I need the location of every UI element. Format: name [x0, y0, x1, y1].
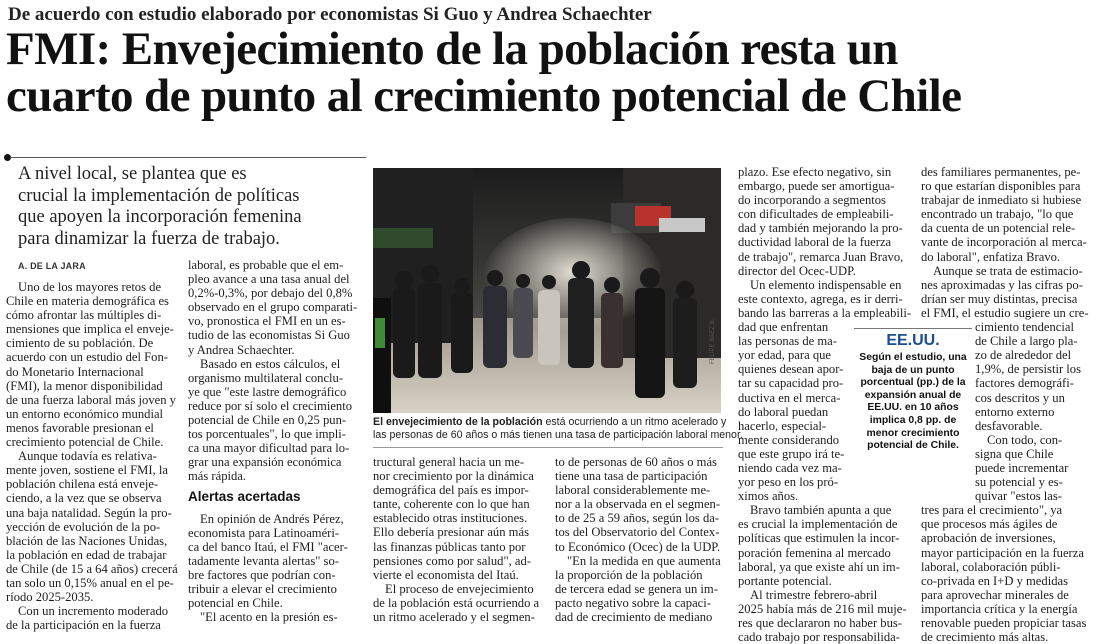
paragraph-line: observado en el grupo comparati-	[188, 300, 358, 315]
paragraph-line: de Chile a largo pla-	[975, 334, 1078, 349]
paragraph-line: trabajar de inmediato si hubiese	[921, 193, 1082, 208]
paragraph-line: renovable pueden propiciar tasas	[921, 616, 1087, 630]
paragraph-line: Un elemento indispensable en	[750, 277, 902, 292]
paragraph-line: 1,9%, de persistir los	[975, 362, 1081, 377]
paragraph-line: laboral, colaboración públi-	[921, 559, 1061, 574]
paragraph-line: de la población está ocurriendo a	[373, 595, 540, 610]
paragraph-line: el FMI, el estudio sugiere un cre-	[921, 305, 1089, 320]
lead-paragraph	[18, 164, 363, 250]
photo-credit: FELIPE BAEZ B.	[710, 318, 716, 364]
paragraph-line: Con un incremento moderado	[18, 604, 169, 619]
paragraph-line: demográfica del país es impor-	[373, 483, 529, 498]
lead-line: crucial la implementación de políticas	[18, 185, 300, 206]
paragraph-line: dad de crecimiento de mediano	[555, 610, 713, 625]
paragraph-line: Chile en materia demográfica es	[6, 294, 169, 309]
paragraph-line: mensiones que implica el enveje-	[6, 322, 174, 337]
paragraph-line: co-privada en I+D y medidas	[921, 573, 1068, 588]
paragraph-line: hacerlo, especial-	[738, 418, 827, 433]
paragraph-line: y Andrea Schaechter.	[188, 342, 295, 357]
info-box-line: EE.UU. en 10 años	[867, 402, 959, 414]
paragraph-line: yor peso en los pró-	[738, 475, 839, 490]
paragraph-line: tante, coherente con lo que han	[373, 497, 530, 512]
info-box-rule	[854, 328, 972, 329]
paragraph-line: mente joven, sostiene el FMI, la	[6, 463, 168, 478]
paragraph-line: potencial de Chile en 0,25 pun-	[188, 413, 347, 428]
paragraph-line: grar una expansión económica	[188, 455, 342, 470]
paragraph-line: niendo cada vez ma-	[738, 460, 842, 475]
paragraph-line: mente considerando	[738, 432, 840, 447]
paragraph-line: la proporción de la población	[555, 567, 703, 582]
paragraph-line: más rápida.	[188, 469, 247, 484]
paragraph-line: cómo afrontar las múltiples di-	[6, 308, 162, 323]
paragraph-line: quienes desean apor-	[738, 362, 844, 377]
paragraph-line: puede incrementar	[975, 460, 1069, 475]
paragraph-line: "En la medida en que aumenta	[567, 553, 721, 568]
info-box-line: menor crecimiento	[866, 427, 960, 439]
paragraph-line: economista para Latinoaméri-	[188, 525, 340, 540]
caption-bold: El envejecimiento de la población	[373, 416, 543, 428]
paragraph-line: políticas que estimulen la incor-	[738, 531, 900, 546]
paragraph-line: ximos años.	[738, 489, 799, 504]
paragraph-line: tudio de las economistas Si Guo	[188, 328, 350, 343]
paragraph-line: tres para el crecimiento", ya	[921, 503, 1063, 518]
paragraph-line: una baja natalidad. Según la pro-	[6, 505, 172, 520]
paragraph-line: (FMI), la menor disponibilidad	[6, 378, 163, 393]
paragraph-line: Aunque se trata de estimacio-	[933, 263, 1083, 278]
paragraph-line: importancia crítica y la energía	[921, 601, 1078, 616]
paragraph-line: tiene una tasa de participación	[555, 469, 708, 484]
paragraph-line: mayor participación en la fuerza	[921, 545, 1084, 560]
paragraph-line: to Económico (Ocec) de la UDP.	[555, 539, 721, 554]
paragraph-line: para aprovechar minerales de	[921, 587, 1069, 602]
paragraph-line: dad que enfrentan	[738, 320, 829, 335]
paragraph-line: pleo avance a una tasa anual del	[188, 272, 350, 287]
divider	[10, 157, 366, 158]
paragraph-line: yor edad, para que	[738, 348, 832, 363]
paragraph-line: director del Ocec-UDP.	[738, 263, 856, 278]
paragraph-line: quivar "estos las-	[975, 489, 1062, 504]
headline-line: FMI: Envejecimiento de la población resta un	[6, 23, 898, 75]
paragraph-line: Con todo, con-	[987, 432, 1063, 447]
paragraph-line: ciendo, a la vez que se observa	[6, 491, 162, 506]
paragraph-line: Aunque todavía es relativa-	[18, 449, 157, 464]
paragraph-line: encontrado un trabajo, "lo que	[921, 207, 1074, 222]
paragraph-line: factores demográfi-	[975, 376, 1074, 391]
paragraph-line: tar su capacidad pro-	[738, 376, 844, 391]
paragraph-line: de crecimiento más altas.	[921, 630, 1049, 644]
paragraph-line: ca una mayor dificultad para lo-	[188, 441, 350, 456]
article-column-2	[188, 258, 364, 625]
paragraph-line: da cuenta de un potencial rele-	[921, 221, 1076, 236]
paragraph-line: to de 25 a 59 años, según los da-	[555, 511, 720, 526]
paragraph-line: con dificultades de empleabili-	[738, 207, 894, 222]
paragraph-line: pacto negativo sobre la capaci-	[555, 595, 711, 610]
paragraph-line: vierte el economista del Itaú.	[373, 567, 519, 582]
paragraph-line: población chilena está enveje-	[6, 477, 159, 492]
paragraph-line: crecimiento potencial de Chile.	[6, 435, 164, 450]
lead-line: para dinamizar la fuerza de trabajo.	[18, 228, 280, 249]
paragraph-line: de una fuerza laboral más joven y	[6, 392, 176, 407]
article-column-4	[555, 455, 727, 625]
paragraph-line: tan solo un 0,15% anual en el pe-	[6, 575, 174, 590]
paragraph-line: es crucial la implementación de	[738, 517, 898, 532]
paragraph-line: pensiones como por salud", ad-	[373, 553, 531, 568]
headline-line: cuarto de punto al crecimiento potencial de Chile	[6, 70, 962, 122]
paragraph-line: yección de evolución de la po-	[6, 519, 161, 534]
paragraph-line: nes aproximadas y las cifras po-	[921, 277, 1083, 292]
paragraph-line: do Monetario Internacional	[6, 364, 144, 379]
paragraph-line: Basado en estos cálculos, el	[200, 356, 341, 371]
paragraph-line: Uno de los mayores retos de	[18, 280, 162, 294]
paragraph-line: que este grupo irá te-	[738, 446, 845, 461]
paragraph-line: En opinión de Andrés Pérez,	[200, 511, 344, 526]
paragraph-line: do laboral", enfatiza Bravo.	[921, 249, 1061, 264]
paragraph-line: Bravo también apunta a que	[750, 503, 892, 518]
info-box-line: implica 0,8 pp. de	[869, 414, 957, 426]
paragraph-line: organismo multilateral conclu-	[188, 370, 344, 385]
info-box-line: porcentual (pp.) de la	[860, 377, 966, 389]
paragraph-line: que procesos más ágiles de	[921, 517, 1058, 532]
paragraph-line: blación de las Naciones Unidas,	[6, 533, 168, 548]
paragraph-line: de tercera edad se genera un im-	[555, 581, 718, 596]
headline	[6, 23, 1098, 122]
paragraph-line: do incorporando a segmentos	[738, 193, 886, 208]
article-photo	[373, 168, 721, 413]
paragraph-line: cimiento de su población. De	[6, 336, 154, 351]
paragraph-line: potencial en Chile.	[188, 596, 283, 611]
paragraph-line: ca del banco Itaú, el FMI "acer-	[188, 539, 348, 554]
paragraph-line: do laboral puedan	[738, 404, 829, 419]
paragraph-line: menos favorable presionan el	[6, 420, 154, 435]
paragraph-line: Al trimestre febrero-abril	[750, 587, 878, 602]
paragraph-line: de la participación en la fuerza	[6, 618, 161, 633]
paragraph-line: entorno externo	[975, 404, 1055, 419]
caption-text: está ocurriendo a un ritmo acelerado y	[542, 416, 727, 428]
paragraph-line: un entorno económico mundial	[6, 406, 164, 421]
paragraph-line: las personas de ma-	[738, 334, 837, 349]
caption-line	[373, 416, 727, 429]
paragraph-line: aprobación de inversiones,	[921, 531, 1056, 546]
info-box-line: baja de un punto	[871, 364, 955, 376]
paragraph-line: ductiva en el merca-	[738, 390, 841, 405]
paragraph-line: la población en edad de trabajar	[6, 547, 167, 562]
info-box	[854, 328, 972, 458]
paragraph-line: vante de incorporación al merca-	[921, 235, 1087, 250]
paragraph-line: establecido otras instituciones.	[373, 511, 528, 526]
lead-line: A nivel local, se plantea que es	[18, 164, 247, 184]
paragraph-line: desfavorable.	[975, 418, 1043, 433]
paragraph-line: tribuir a elevar el crecimiento	[188, 582, 337, 597]
paragraph-line: zo de alrededor del	[975, 348, 1072, 363]
paragraph-line: plazo. Ese efecto negativo, sin	[738, 165, 892, 179]
lead-line: que apoyen la incorporación femenina	[18, 207, 302, 227]
paragraph-line: ye que "este lastre demográfico	[188, 384, 347, 399]
paragraph-line: 2025 había más de 216 mil muje-	[738, 601, 907, 616]
paragraph-line: cos descritos y un	[975, 390, 1065, 405]
street-crowd-photo	[373, 168, 721, 413]
paragraph-line: reduce por sí solo el crecimiento	[188, 398, 353, 413]
paragraph-line: dad y también mejorando la pro-	[738, 221, 903, 236]
paragraph-line: bando las barreras a la empleabili-	[738, 305, 912, 320]
paragraph-line: tos del Observatorio del Contex-	[555, 525, 720, 540]
paragraph-line: laboral, ya que existe ahí un im-	[738, 559, 900, 574]
paragraph-line: El proceso de envejecimiento	[385, 581, 534, 596]
paragraph-line: las finanzas públicas tanto por	[373, 539, 526, 554]
paragraph-line: nor a la observada en el segmen-	[555, 497, 721, 512]
paragraph-line: este contexto, agrega, es ir derri-	[738, 291, 903, 306]
paragraph-line: drían ser muy distintas, precisa	[921, 291, 1078, 306]
paragraph-line: portante potencial.	[738, 573, 832, 588]
paragraph-line: des familiares permanentes, pe-	[921, 165, 1081, 179]
paragraph-line: ductividad laboral de la fuerza	[738, 235, 892, 250]
article-column-1	[6, 280, 181, 633]
paragraph-line: poración femenina al mercado	[738, 545, 891, 560]
info-box-line: expansión anual de	[864, 389, 962, 401]
paragraph-line: laboral considerablemente me-	[555, 483, 711, 498]
info-box-line: Según el estudio, una	[859, 352, 967, 363]
caption-line: las personas de 60 años o más tienen una tasa de participación laboral menor.	[373, 429, 743, 441]
paragraph-line: "El acento en la presión es-	[200, 610, 338, 625]
paragraph-line: res que declararon no haber bus-	[738, 616, 902, 630]
paragraph-line: ro que estarían disponibles para	[921, 179, 1081, 194]
paragraph-line: tructural general hacia un me-	[373, 455, 525, 469]
paragraph-line: Ello debería presionar aún más	[373, 525, 529, 540]
paragraph-line: vo, pronostica el FMI en un es-	[188, 314, 346, 329]
paragraph-line: cimiento tendencial	[975, 320, 1074, 335]
info-box-text	[854, 352, 972, 453]
article-column-3	[373, 455, 545, 625]
paragraph-line: cado trabajo por responsabilida-	[738, 630, 900, 644]
subheading: Alertas acertadas	[188, 488, 301, 504]
paragraph-line: su potencial y es-	[975, 475, 1063, 490]
paragraph-line: nor crecimiento por la dinámica	[373, 469, 534, 484]
paragraph-line: un ritmo acelerado y el segmen-	[373, 610, 535, 625]
paragraph-line: ríodo 2025-2035.	[6, 590, 94, 605]
info-box-line: potencial de Chile.	[867, 440, 959, 452]
divider	[373, 447, 723, 448]
paragraph-line: de Chile (de 15 a 64 años) crecerá	[6, 561, 178, 576]
paragraph-line: to de personas de 60 años o más	[555, 455, 717, 469]
paragraph-line: bre factores que podrían con-	[188, 567, 336, 582]
photo-caption	[373, 416, 743, 442]
info-box-title: EE.UU.	[886, 332, 940, 349]
paragraph-line: de trabajo", remarca Juan Bravo,	[738, 249, 904, 264]
paragraph-line: tadamente levanta alertas" so-	[188, 553, 339, 568]
byline: A. DE LA JARA	[18, 261, 86, 271]
kicker: De acuerdo con estudio elaborado por economistas Si Guo y Andrea Schaechter	[8, 4, 652, 25]
paragraph-line: embargo, puede ser amortigua-	[738, 179, 895, 194]
paragraph-line: signa que Chile	[975, 446, 1054, 461]
paragraph-line: tos porcentuales", lo que impli-	[188, 427, 346, 442]
paragraph-line: acuerdo con un estudio del Fon-	[6, 350, 168, 365]
paragraph-line: 0,2%-0,3%, por debajo del 0,8%	[188, 286, 353, 301]
paragraph-line: laboral, es probable que el em-	[188, 258, 344, 272]
